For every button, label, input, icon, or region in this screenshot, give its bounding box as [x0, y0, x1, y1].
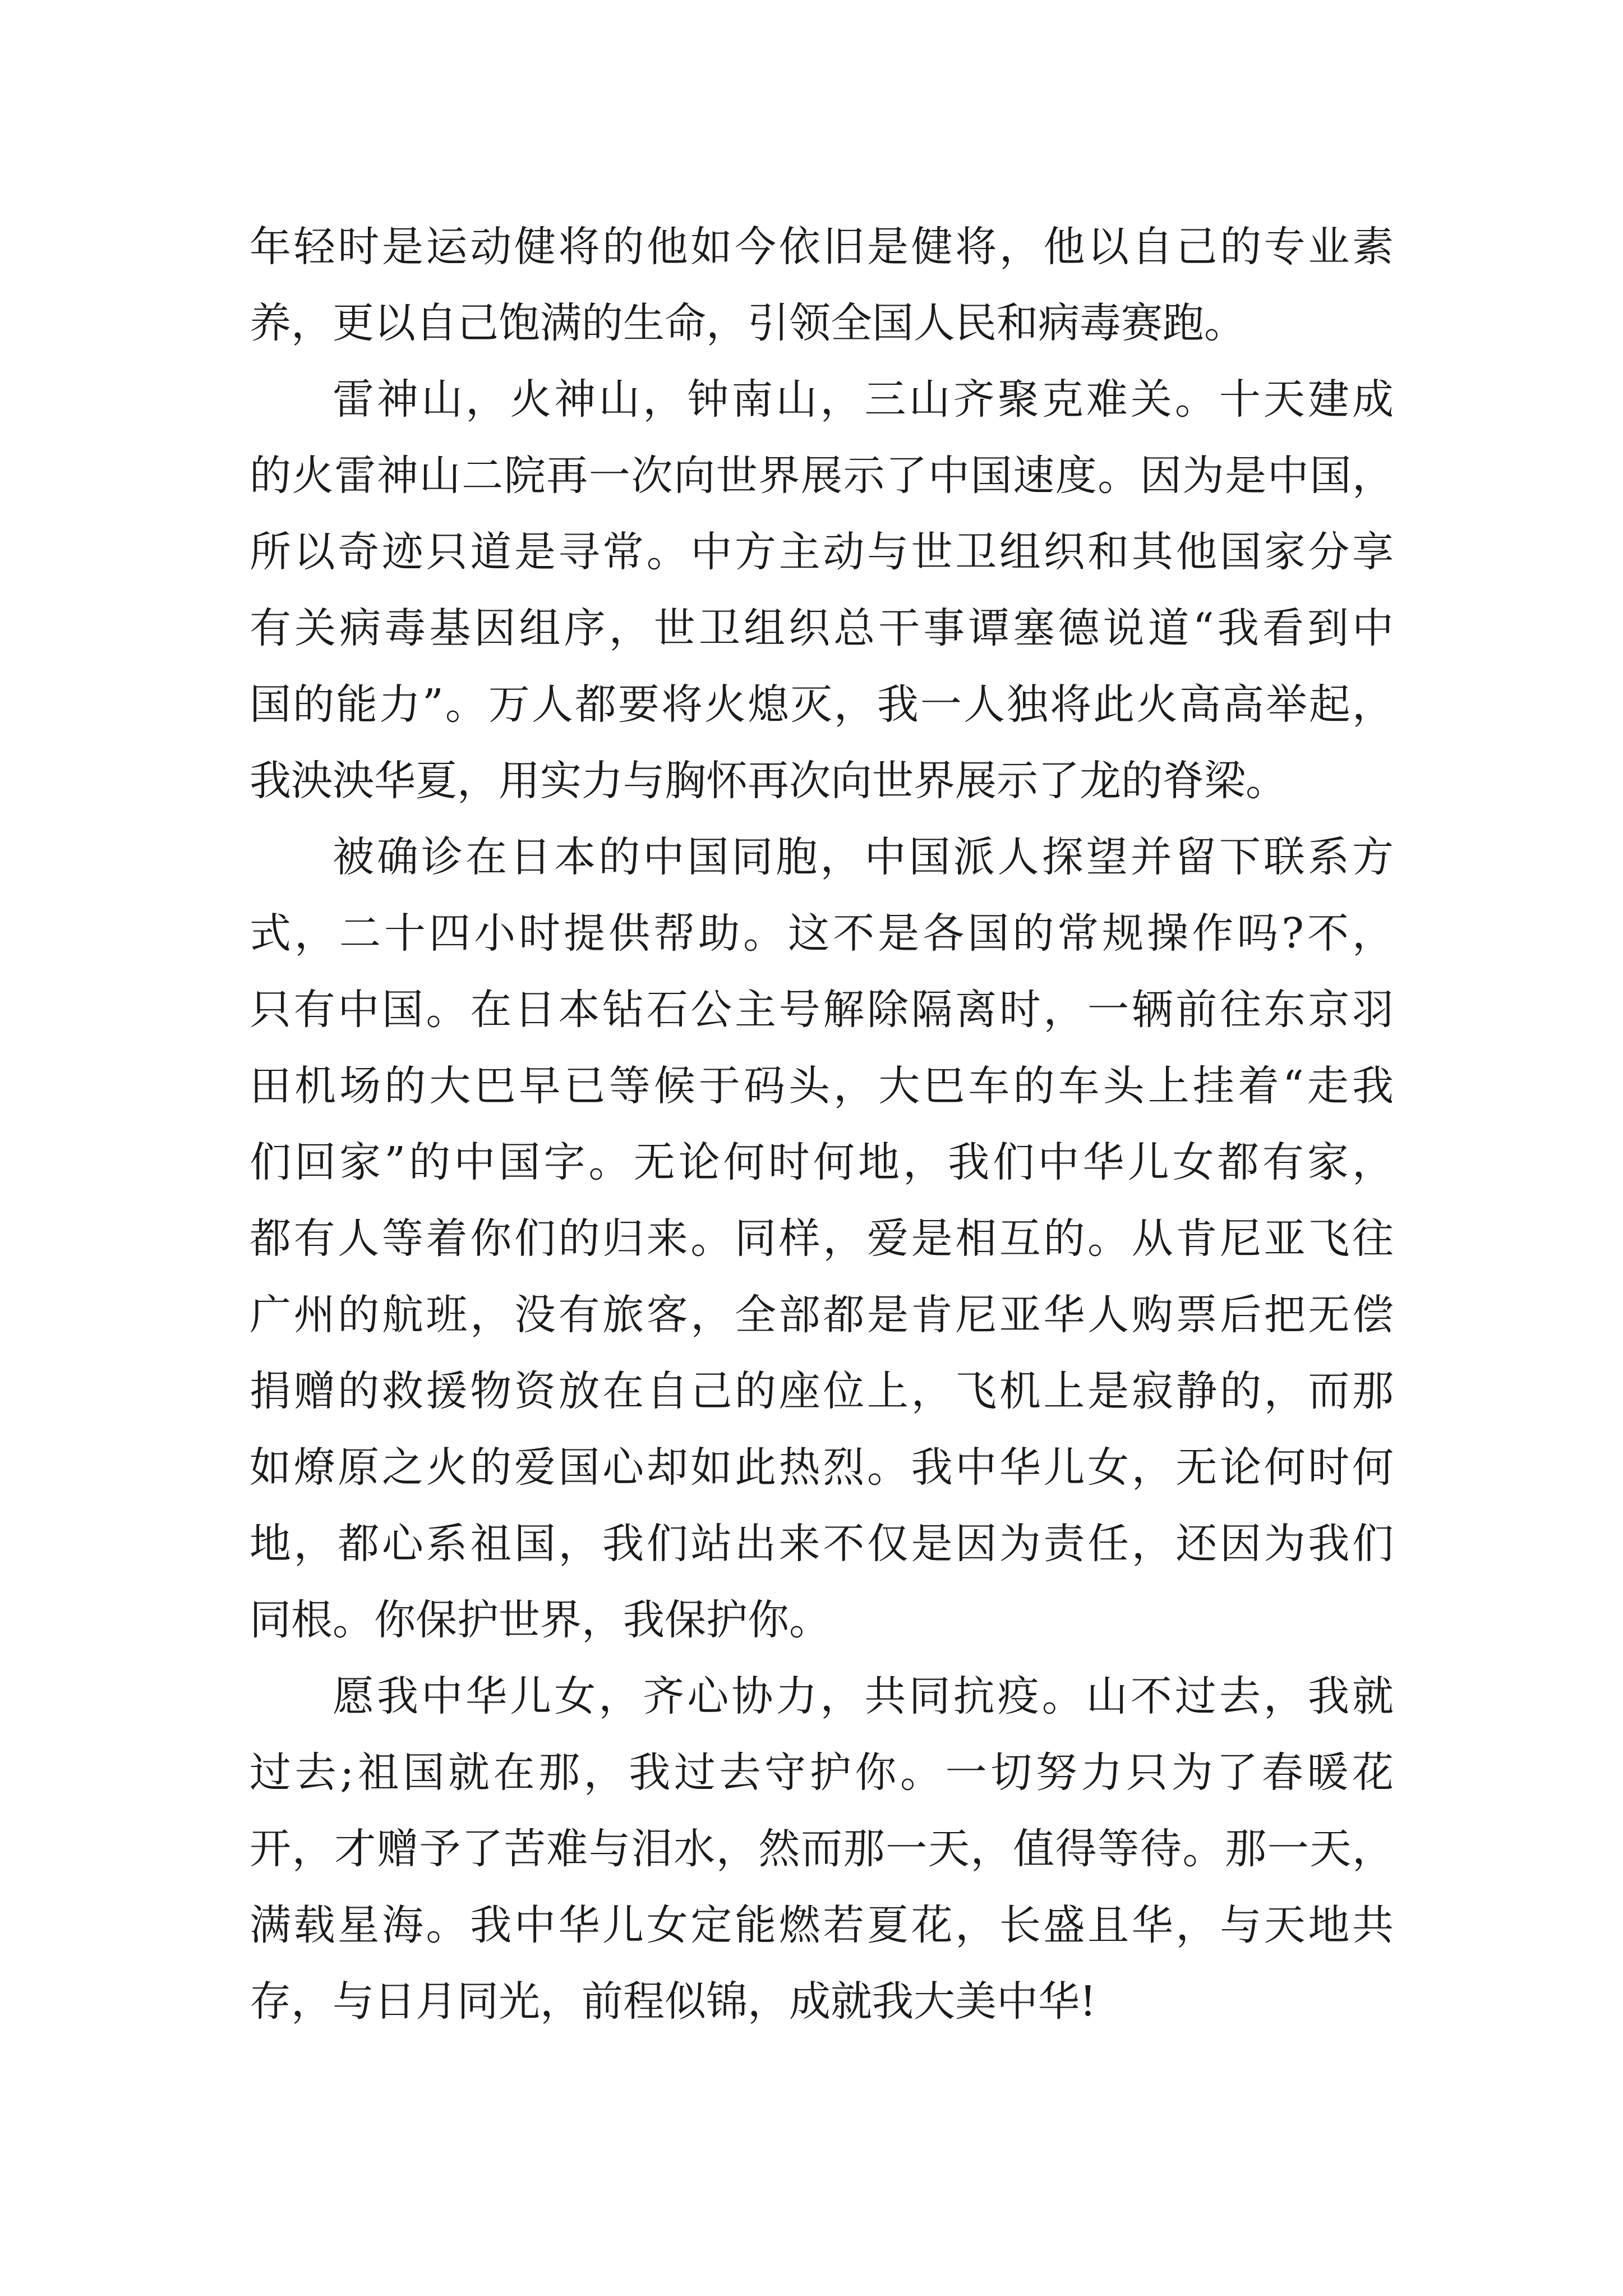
- paragraph-2-line-3: 所以奇迹只道是寻常。中方主动与世卫组织和其他国家分享: [250, 528, 1394, 576]
- paragraph-2-line-1: 雷神山，火神山，钟南山，三山齐聚克难关。十天建成: [333, 375, 1394, 424]
- paragraph-4-line-1: 愿我中华儿女，齐心协力，共同抗疫。山不过去，我就: [333, 1672, 1394, 1720]
- paragraph-4-line-2: 过去;祖国就在那，我过去守护你。一切努力只为了春暖花: [250, 1749, 1394, 1797]
- paragraph-4-line-4: 满载星海。我中华儿女定能燃若夏花，长盛且华，与天地共: [250, 1901, 1394, 1949]
- paragraph-3-line-3: 只有中国。在日本钻石公主号解除隔离时，一辆前往东京羽: [250, 986, 1394, 1034]
- body-text: [250, 209, 1394, 2040]
- paragraph-2-line-4: 有关病毒基因组序，世卫组织总干事谭塞德说道“我看到中: [250, 604, 1394, 652]
- paragraph-4-line-5: 存，与日月同光，前程似锦，成就我大美中华!: [250, 1977, 1096, 2026]
- paragraph-1-line-1: 年轻时是运动健将的他如今依旧是健将，他以自己的专业素: [250, 223, 1394, 271]
- paragraph-3-line-5: 们回家”的中国字。无论何时何地，我们中华儿女都有家，: [250, 1138, 1394, 1186]
- paragraph-3-line-10: 地，都心系祖国，我们站出来不仅是因为责任，还因为我们: [250, 1520, 1394, 1568]
- paragraph-3-line-9: 如燎原之火的爱国心却如此热烈。我中华儿女，无论何时何: [250, 1443, 1394, 1492]
- paragraph-4-line-3: 开，才赠予了苦难与泪水，然而那一天，值得等待。那一天，: [250, 1825, 1394, 1873]
- paragraph-2-line-5: 国的能力”。万人都要将火熄灭，我一人独将此火高高举起，: [250, 680, 1394, 729]
- paragraph-3-line-7: 广州的航班，没有旅客，全部都是肯尼亚华人购票后把无偿: [250, 1291, 1394, 1339]
- paragraph-3-line-11: 同根。你保护世界，我保护你。: [250, 1596, 831, 1644]
- paragraph-2-line-2: 的火雷神山二院再一次向世界展示了中国速度。因为是中国，: [250, 452, 1394, 500]
- paragraph-3-line-1: 被确诊在日本的中国同胞，中国派人探望并留下联系方: [333, 833, 1394, 881]
- paragraph-1-line-2: 养，更以自己饱满的生命，引领全国人民和病毒赛跑。: [250, 299, 1246, 347]
- paragraph-3-line-2: 式，二十四小时提供帮助。这不是各国的常规操作吗?不，: [250, 909, 1394, 958]
- paragraph-3-line-4: 田机场的大巴早已等候于码头，大巴车的车头上挂着“走我: [250, 1062, 1394, 1110]
- paragraph-2-line-6: 我泱泱华夏，用实力与胸怀再次向世界展示了龙的脊梁。: [250, 757, 1287, 805]
- paragraph-3-line-6: 都有人等着你们的归来。同样，爱是相互的。从肯尼亚飞往: [250, 1214, 1394, 1263]
- paragraph-3-line-8: 捐赠的救援物资放在自己的座位上，飞机上是寂静的，而那: [250, 1367, 1394, 1415]
